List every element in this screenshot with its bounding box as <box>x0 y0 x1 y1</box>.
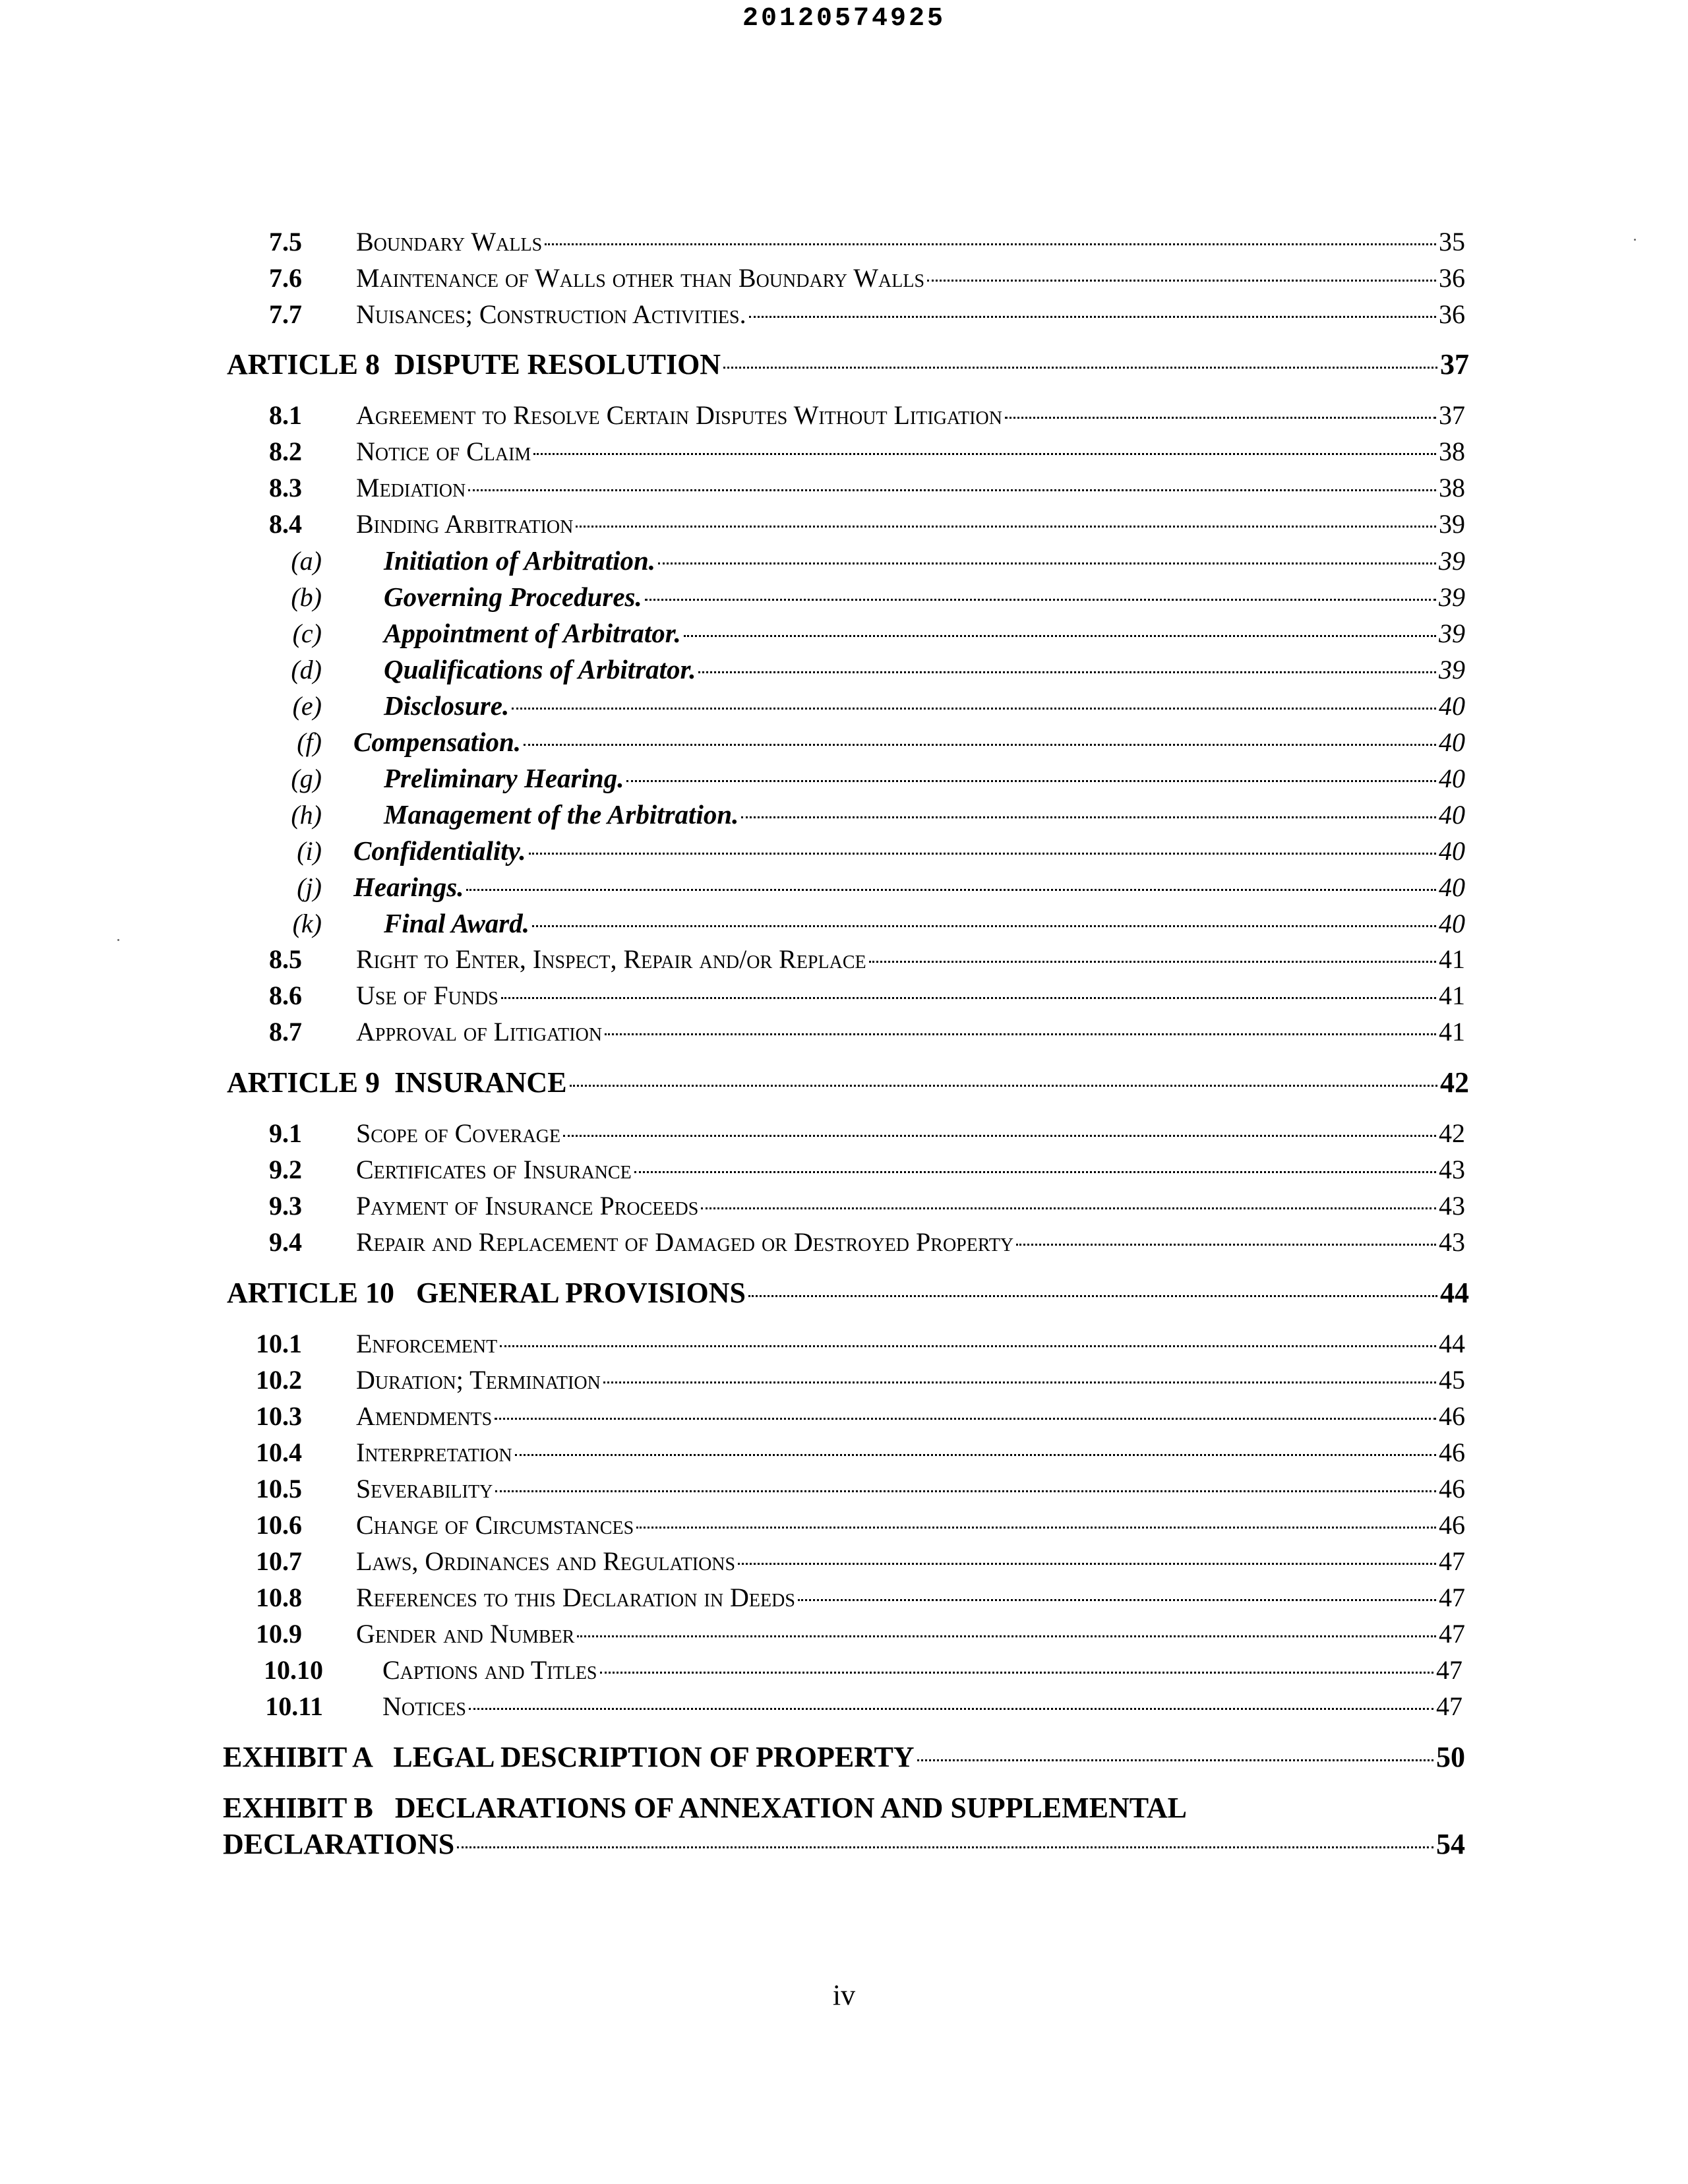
toc-entry-title: Repair and Replacement of Damaged or Destroyed Property <box>356 1227 1014 1257</box>
toc-entry-title: Right to Enter, Inspect, Repair and/or Replace <box>356 944 866 974</box>
toc-entry-page: 47 <box>1436 1655 1462 1685</box>
toc-section-entry <box>241 1581 1465 1614</box>
toc-entry-page: 40 <box>1439 691 1465 721</box>
toc-entry-title: Boundary Walls <box>356 227 543 257</box>
toc-entry-page: 35 <box>1439 227 1465 257</box>
toc-entry-page: 40 <box>1439 727 1465 757</box>
toc-section-entry <box>241 979 1465 1012</box>
toc-entry-number: 8.1 <box>269 400 302 430</box>
dot-leader <box>500 1345 1436 1347</box>
toc-section-entry <box>241 471 1465 504</box>
toc-entry-number: 9.1 <box>269 1118 302 1148</box>
toc-exhibit-entry <box>223 1792 1465 1825</box>
toc-entry-title: Duration; Termination <box>356 1365 601 1395</box>
document-number: 20120574925 <box>742 4 946 34</box>
toc-entry-number: 9.4 <box>269 1227 302 1257</box>
toc-entry-page: 46 <box>1439 1438 1465 1467</box>
toc-entry-number: (g) <box>291 764 322 793</box>
toc-entry-number: (c) <box>292 619 322 648</box>
toc-entry-number: 9.2 <box>269 1155 302 1184</box>
toc-entry-number: 10.4 <box>256 1438 302 1467</box>
toc-entry-page: 54 <box>1436 1828 1465 1860</box>
toc-entry-number: 7.7 <box>269 299 302 329</box>
toc-entry-number: 10.5 <box>256 1474 302 1503</box>
toc-section-entry <box>241 435 1465 468</box>
toc-entry-page: 47 <box>1436 1691 1462 1721</box>
toc-entry-title: EXHIBIT A LEGAL DESCRIPTION OF PROPERTY <box>223 1741 915 1773</box>
toc-entry-page: 46 <box>1439 1474 1465 1503</box>
toc-entry-title: Preliminary Hearing. <box>384 763 624 793</box>
toc-entry-title: Nuisances; Construction Activities. <box>356 299 746 329</box>
toc-section-entry <box>241 943 1465 976</box>
toc-entry-number: 9.3 <box>269 1191 302 1221</box>
dot-leader <box>495 1418 1436 1420</box>
toc-entry-page: 40 <box>1439 872 1465 902</box>
toc-entry-number: 10.7 <box>256 1546 302 1576</box>
toc-entry-page: 38 <box>1439 437 1465 466</box>
toc-entry-title: Compensation. <box>353 727 522 757</box>
toc-entry-number: (j) <box>297 872 322 902</box>
dot-leader <box>636 1527 1436 1529</box>
toc-entry-page: 45 <box>1439 1365 1465 1395</box>
toc-entry-number: (b) <box>291 582 322 612</box>
dot-leader <box>738 1563 1436 1565</box>
dot-leader <box>533 453 1436 455</box>
toc-entry-title: Scope of Coverage <box>356 1118 561 1148</box>
toc-entry-title: Appointment of Arbitrator. <box>384 618 681 648</box>
toc-section-entry <box>241 1153 1465 1186</box>
toc-entry-title: Qualifications of Arbitrator. <box>384 654 696 684</box>
scan-speck <box>1634 239 1636 241</box>
toc-entry-title: Enforcement <box>356 1329 498 1358</box>
toc-subsection-entry <box>277 580 1465 613</box>
toc-entry-page: 37 <box>1440 348 1469 380</box>
toc-section-entry <box>241 399 1465 432</box>
dot-leader <box>468 489 1436 491</box>
toc-entry-page: 43 <box>1439 1191 1465 1221</box>
toc-entry-title: Certificates of Insurance <box>356 1155 632 1184</box>
toc-entry-title: Management of the Arbitration. <box>384 799 739 830</box>
dot-leader <box>469 1708 1433 1710</box>
toc-entry-page: 43 <box>1439 1155 1465 1184</box>
toc-section-entry <box>241 1364 1465 1397</box>
toc-entry-page: 39 <box>1439 619 1465 648</box>
toc-entry-title: Laws, Ordinances and Regulations <box>356 1546 736 1576</box>
dot-leader <box>570 1085 1437 1087</box>
toc-section-entry <box>241 1545 1465 1578</box>
toc-entry-page: 40 <box>1439 909 1465 938</box>
toc-subsection-entry <box>277 689 1465 722</box>
toc-entry-number: 10.8 <box>256 1583 302 1612</box>
dot-leader <box>1005 417 1436 419</box>
toc-article-entry <box>227 1066 1469 1099</box>
toc-entry-page: 41 <box>1439 981 1465 1010</box>
toc-entry-number: 10.11 <box>265 1691 323 1721</box>
dot-leader <box>626 780 1436 782</box>
toc-subsection-entry <box>277 834 1465 867</box>
toc-section-entry <box>241 226 1465 258</box>
toc-entry-title: DECLARATIONS <box>223 1828 455 1860</box>
toc-entry-title: ARTICLE 8 DISPUTE RESOLUTION <box>227 348 721 380</box>
toc-entry-number: 8.7 <box>269 1017 302 1046</box>
toc-entry-title: Notice of Claim <box>356 437 531 466</box>
dot-leader <box>645 599 1436 601</box>
toc-entry-number: 8.5 <box>269 944 302 974</box>
dot-leader <box>658 562 1436 564</box>
toc-subsection-entry <box>277 544 1465 577</box>
toc-article-entry <box>227 1277 1469 1310</box>
toc-section-entry <box>241 1509 1465 1542</box>
toc-entry-page: 39 <box>1439 655 1465 684</box>
toc-section-entry <box>241 1400 1465 1433</box>
toc-section-entry <box>241 1690 1462 1723</box>
toc-entry-number: 8.3 <box>269 473 302 502</box>
dot-leader <box>749 316 1436 318</box>
dot-leader <box>466 889 1436 891</box>
toc-subsection-entry <box>277 907 1465 940</box>
toc-section-entry <box>241 1618 1465 1651</box>
toc-entry-number: 7.5 <box>269 227 302 257</box>
toc-entry-title: Final Award. <box>384 908 530 938</box>
toc-entry-title: Hearings. <box>353 872 464 902</box>
dot-leader <box>532 925 1436 927</box>
toc-entry-title: Interpretation <box>356 1438 512 1467</box>
toc-entry-title: ARTICLE 10 GENERAL PROVISIONS <box>227 1277 746 1309</box>
toc-section-entry <box>241 1654 1462 1687</box>
dot-leader <box>563 1135 1436 1137</box>
dot-leader <box>1016 1244 1436 1246</box>
toc-subsection-entry <box>277 617 1465 650</box>
toc-exhibit-entry <box>223 1828 1465 1861</box>
scan-speck <box>117 939 119 941</box>
toc-subsection-entry <box>277 762 1465 795</box>
dot-leader <box>634 1171 1436 1173</box>
toc-entry-number: 10.1 <box>256 1329 302 1358</box>
toc-entry-title: References to this Declaration in Deeds <box>356 1583 795 1612</box>
dot-leader <box>529 853 1436 855</box>
dot-leader <box>723 367 1437 369</box>
toc-subsection-entry <box>277 798 1465 831</box>
toc-entry-page: 47 <box>1439 1619 1465 1649</box>
toc-entry-number: 10.6 <box>256 1510 302 1540</box>
toc-entry-title: Agreement to Resolve Certain Disputes Without Litigation <box>356 400 1002 430</box>
toc-entry-number: 7.6 <box>269 263 302 293</box>
toc-entry-number: (d) <box>291 655 322 684</box>
toc-entry-page: 37 <box>1439 400 1465 430</box>
toc-section-entry <box>241 1327 1465 1360</box>
dot-leader <box>603 1381 1436 1383</box>
dot-leader <box>927 280 1436 282</box>
toc-entry-page: 36 <box>1439 299 1465 329</box>
toc-entry-page: 39 <box>1439 546 1465 576</box>
toc-entry-page: 40 <box>1439 836 1465 866</box>
dot-leader <box>701 1207 1436 1209</box>
toc-entry-page: 46 <box>1439 1401 1465 1431</box>
toc-entry-number: (e) <box>292 691 322 721</box>
dot-leader <box>545 243 1436 245</box>
toc-entry-title: Initiation of Arbitration. <box>384 545 656 576</box>
toc-entry-number: (a) <box>291 546 322 576</box>
toc-entry-page: 40 <box>1439 800 1465 830</box>
toc-entry-title: Notices <box>382 1691 466 1721</box>
toc-entry-title: Payment of Insurance Proceeds <box>356 1191 699 1221</box>
toc-article-entry <box>227 348 1469 381</box>
toc-entry-page: 43 <box>1439 1227 1465 1257</box>
toc-section-entry <box>241 298 1465 331</box>
toc-entry-page: 42 <box>1440 1066 1469 1099</box>
toc-section-entry <box>241 1472 1465 1505</box>
toc-entry-number: 10.3 <box>256 1401 302 1431</box>
dot-leader <box>698 671 1436 673</box>
toc-entry-title: EXHIBIT B DECLARATIONS OF ANNEXATION AND SUPPLEMENTAL <box>223 1792 1188 1824</box>
dot-leader <box>501 997 1436 999</box>
toc-entry-title: Use of Funds <box>356 981 498 1010</box>
dot-leader <box>741 816 1436 818</box>
dot-leader <box>524 744 1436 746</box>
dot-leader <box>577 1635 1436 1637</box>
toc-subsection-entry <box>277 653 1465 686</box>
toc-entry-title: Gender and Number <box>356 1619 575 1649</box>
toc-entry-number: 10.10 <box>264 1655 323 1685</box>
dot-leader <box>576 526 1436 528</box>
toc-entry-page: 44 <box>1439 1329 1465 1358</box>
toc-entry-title: Binding Arbitration <box>356 509 574 539</box>
toc-entry-page: 41 <box>1439 1017 1465 1046</box>
toc-entry-number: (k) <box>292 909 322 938</box>
toc-section-entry <box>241 1226 1465 1259</box>
dot-leader <box>515 1454 1436 1456</box>
toc-entry-title: Confidentiality. <box>353 835 526 866</box>
toc-section-entry <box>241 508 1465 541</box>
dot-leader <box>798 1599 1436 1601</box>
toc-entry-title: Maintenance of Walls other than Boundary Walls <box>356 263 925 293</box>
toc-entry-title: Approval of Litigation <box>356 1017 603 1046</box>
toc-entry-page: 38 <box>1439 473 1465 502</box>
toc-section-entry <box>241 262 1465 295</box>
toc-entry-title: Mediation <box>356 473 466 502</box>
dot-leader <box>917 1759 1433 1761</box>
toc-section-entry <box>241 1190 1465 1223</box>
toc-entry-page: 46 <box>1439 1510 1465 1540</box>
toc-entry-number: 8.2 <box>269 437 302 466</box>
toc-entry-page: 36 <box>1439 263 1465 293</box>
toc-entry-number: 8.4 <box>269 509 302 539</box>
dot-leader <box>748 1295 1437 1297</box>
toc-entry-number: (f) <box>297 727 322 757</box>
toc-subsection-entry <box>277 870 1465 903</box>
toc-entry-page: 39 <box>1439 582 1465 612</box>
dot-leader <box>600 1672 1434 1674</box>
toc-entry-title: Governing Procedures. <box>384 582 642 612</box>
toc-entry-page: 47 <box>1439 1583 1465 1612</box>
dot-leader <box>495 1490 1436 1492</box>
toc-entry-page: 50 <box>1436 1741 1465 1773</box>
dot-leader <box>605 1033 1436 1035</box>
toc-section-entry <box>241 1436 1465 1469</box>
toc-entry-page: 47 <box>1439 1546 1465 1576</box>
toc-entry-number: 10.2 <box>256 1365 302 1395</box>
toc-section-entry <box>241 1016 1465 1048</box>
toc-entry-page: 42 <box>1439 1118 1465 1148</box>
dot-leader <box>512 708 1436 710</box>
toc-entry-page: 44 <box>1440 1277 1469 1309</box>
toc-entry-title: Captions and Titles <box>382 1655 597 1685</box>
toc-section-entry <box>241 1117 1465 1150</box>
toc-entry-title: Change of Circumstances <box>356 1510 634 1540</box>
toc-entry-title: ARTICLE 9 INSURANCE <box>227 1066 567 1099</box>
toc-entry-number: (i) <box>297 836 322 866</box>
toc-entry-page: 39 <box>1439 509 1465 539</box>
page-number-footer: iv <box>832 1979 856 2011</box>
toc-entry-number: (h) <box>291 800 322 830</box>
toc-entry-number: 8.6 <box>269 981 302 1010</box>
dot-leader <box>684 635 1436 637</box>
toc-entry-page: 40 <box>1439 764 1465 793</box>
dot-leader <box>457 1846 1433 1848</box>
toc-entry-number: 10.9 <box>256 1619 302 1649</box>
toc-subsection-entry <box>277 725 1465 758</box>
toc-entry-page: 41 <box>1439 944 1465 974</box>
toc-exhibit-entry <box>223 1741 1465 1774</box>
toc-entry-title: Severability <box>356 1474 493 1503</box>
toc-entry-title: Disclosure. <box>384 690 510 721</box>
dot-leader <box>869 961 1436 963</box>
toc-entry-title: Amendments <box>356 1401 493 1431</box>
